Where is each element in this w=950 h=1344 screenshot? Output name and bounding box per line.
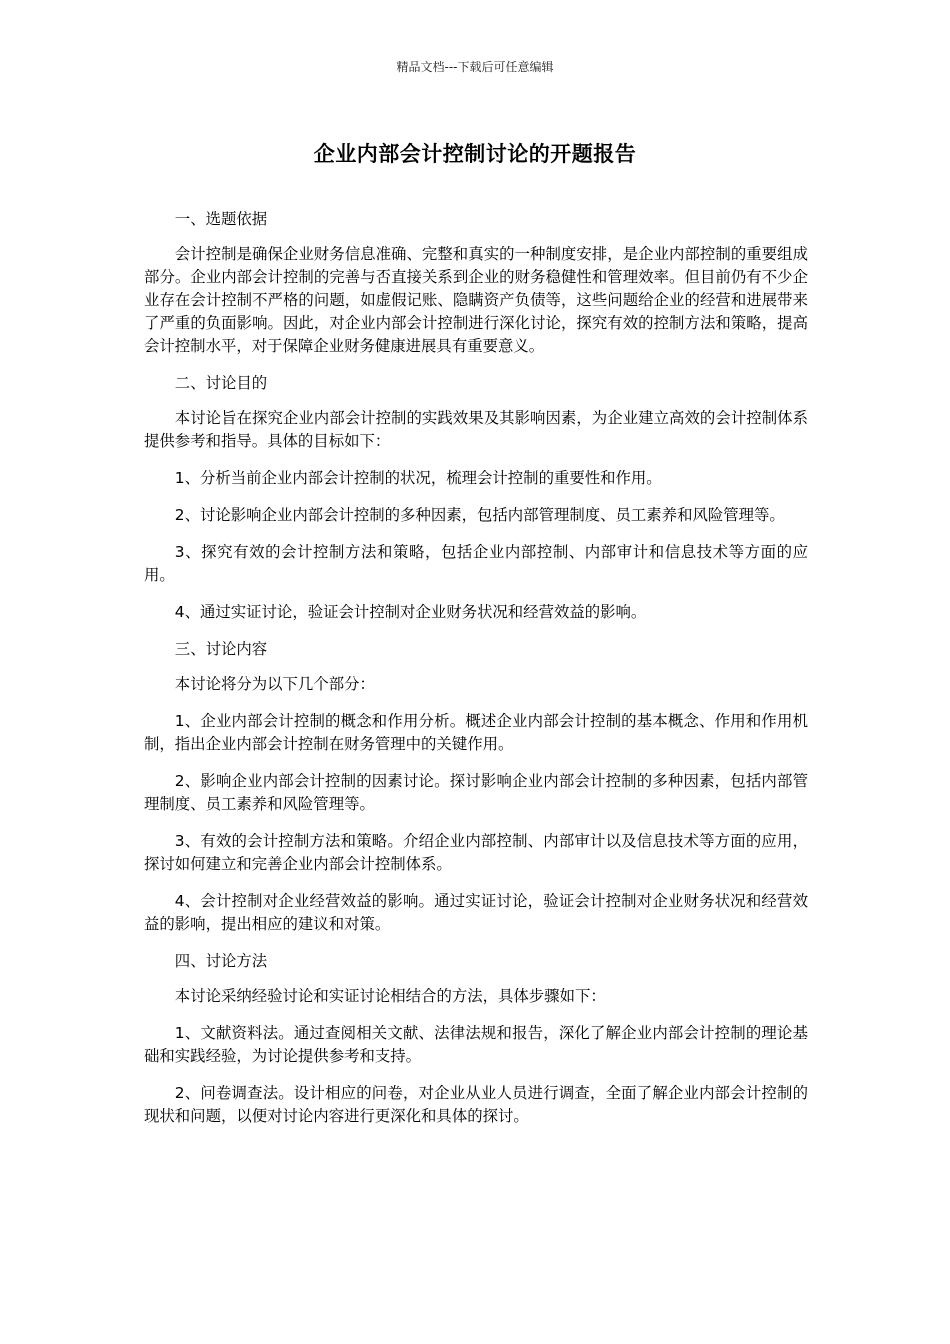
paragraph: 本讨论将分为以下几个部分： <box>174 675 375 693</box>
list-item: 2、影响企业内部会计控制的因素讨论。探讨影响企业内部会计控制的多种因素，包括内部管理制度、员工素养和风险管理等。 <box>144 772 808 813</box>
paragraph: 会计控制是确保企业财务信息准确、完整和真实的一种制度安排，是企业内部控制的重要组成部分。企业内部会计控制的完善与否直接关系到企业的财务稳健性和管理效率。但目前仍有不少企业存在会计控制不严格的问题，如虚假记账、隐瞒资产负债等，这些问题给企业的经营和进展带来了严重的负面影响。因此，对企业内部会计控制进行深化讨论，探究有效的控制方法和策略，提高会计控制水平，对于保障企业财务健康进展具有重要意义。 <box>144 245 808 355</box>
list-item: 3、有效的会计控制方法和策略。介绍企业内部控制、内部审计以及信息技术等方面的应用，探讨如何建立和完善企业内部会计控制体系。 <box>144 832 808 873</box>
list-item: 4、会计控制对企业经营效益的影响。通过实证讨论，验证会计控制对企业财务状况和经营效益的影响，提出相应的建议和对策。 <box>144 892 808 933</box>
section-heading: 四、讨论方法 <box>174 952 268 970</box>
list-item: 1、分析当前企业内部会计控制的状况，梳理会计控制的重要性和作用。 <box>174 469 662 487</box>
section-heading: 二、讨论目的 <box>174 374 268 392</box>
paragraph: 本讨论采纳经验讨论和实证讨论相结合的方法，具体步骤如下： <box>174 987 606 1005</box>
list-item: 2、问卷调查法。设计相应的问卷，对企业从业人员进行调查，全面了解企业内部会计控制的现状和问题，以便对讨论内容进行更深化和具体的探讨。 <box>144 1084 808 1125</box>
section-heading: 一、选题依据 <box>174 210 268 228</box>
document-title: 企业内部会计控制讨论的开题报告 <box>313 142 637 166</box>
list-item: 1、企业内部会计控制的概念和作用分析。概述企业内部会计控制的基本概念、作用和作用机制，指出企业内部会计控制在财务管理中的关键作用。 <box>144 712 808 753</box>
list-item: 4、通过实证讨论，验证会计控制对企业财务状况和经营效益的影响。 <box>174 603 647 621</box>
header-note: 精品文档---下载后可任意编辑 <box>396 60 554 74</box>
document-body <box>144 208 808 1142</box>
list-item: 2、讨论影响企业内部会计控制的多种因素，包括内部管理制度、员工素养和风险管理等。 <box>174 506 785 524</box>
list-item: 3、探究有效的会计控制方法和策略，包括企业内部控制、内部审计和信息技术等方面的应用。 <box>144 543 808 584</box>
paragraph: 本讨论旨在探究企业内部会计控制的实践效果及其影响因素，为企业建立高效的会计控制体系提供参考和指导。具体的目标如下： <box>144 409 808 450</box>
section-heading: 三、讨论内容 <box>174 640 268 658</box>
list-item: 1、文献资料法。通过查阅相关文献、法律法规和报告，深化了解企业内部会计控制的理论基础和实践经验，为讨论提供参考和支持。 <box>144 1024 808 1065</box>
